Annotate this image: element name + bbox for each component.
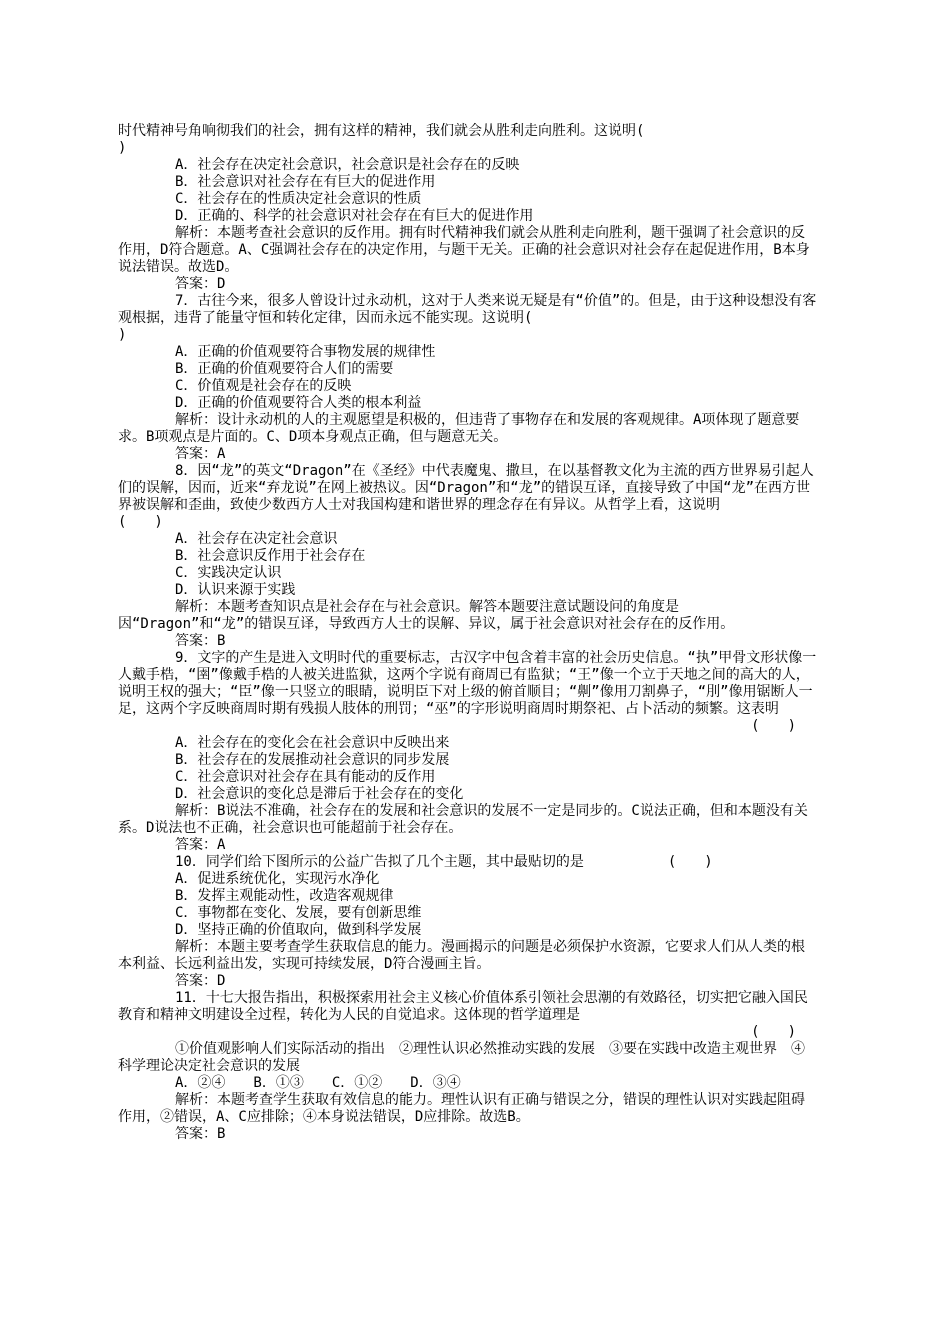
text-line: 答案：B xyxy=(175,633,226,649)
text-line: C．社会存在的性质决定社会意识的性质 xyxy=(175,191,422,207)
text-line: 11．十七大报告指出，积极探索用社会主义核心价值体系引领社会思潮的有效路径，切实把它融入国民教育和精神文明建设全过程，转化为人民的自觉追求。这体现的哲学道理是 xyxy=(118,990,808,1023)
text-line: ( ) xyxy=(751,718,796,734)
text-line: A．社会存在决定社会意识 xyxy=(175,531,338,547)
text-line: B．社会意识反作用于社会存在 xyxy=(175,548,366,564)
text-line: 解析：本题主要考查学生获取信息的能力。漫画揭示的问题是必须保护水资源，它要求人们从人类的根本利益、长远利益出发，实现可持续发展，D符合漫画主旨。 xyxy=(118,939,805,972)
text-line: 答案：A xyxy=(175,837,226,853)
text-line: 答案：B xyxy=(175,1126,226,1142)
text-line: D．认识来源于实践 xyxy=(175,582,296,598)
text-line: C．价值观是社会存在的反映 xyxy=(175,378,352,394)
text-line: 答案：D xyxy=(175,973,226,989)
text-line: ( ) xyxy=(751,1024,796,1040)
text-line: 答案：A xyxy=(175,446,226,462)
text-line: ) xyxy=(118,327,127,343)
text-line: 时代精神号角响彻我们的社会，拥有这样的精神，我们就会从胜利走向胜利。这说明( xyxy=(118,123,645,139)
text-line: B．社会存在的发展推动社会意识的同步发展 xyxy=(175,752,450,768)
text-line: C．事物都在变化、发展，要有创新思维 xyxy=(175,905,422,921)
text-line: A．促进系统优化，实现污水净化 xyxy=(175,871,380,887)
text-line: 解析：本题考查学生获取有效信息的能力。理性认识有正确与错误之分，错误的理性认识对实践起阻碍作用，②错误，A、C应排除；④本身说法错误，D应排除。故选B。 xyxy=(118,1092,805,1125)
text-line: A．②④ B．①③ C．①② D．③④ xyxy=(175,1075,461,1091)
text-line: B．社会意识对社会存在有巨大的促进作用 xyxy=(175,174,436,190)
text-line: D．坚持正确的价值取向，做到科学发展 xyxy=(175,922,422,938)
text-line: 解析：设计永动机的人的主观愿望是积极的，但违背了事物存在和发展的客观规律。A项体现了题意要求。B项观点是片面的。C、D项本身观点正确，但与题意无关。 xyxy=(118,412,800,445)
text-line: 7．古往今来，很多人曾设计过永动机，这对于人类来说无疑是有“价值”的。但是，由于这种设想没有客观根据，违背了能量守恒和转化定律，因而永远不能实现。这说明( xyxy=(118,293,817,326)
text-line: C．实践决定认识 xyxy=(175,565,282,581)
text-line: A．社会存在的变化会在社会意识中反映出来 xyxy=(175,735,450,751)
text-line: 9．文字的产生是进入文明时代的重要标志，古汉字中包含着丰富的社会历史信息。“执”甲骨文形状像一人戴手梏，“圉”像戴手梏的人被关进监狱，这两个字说有商周已有监狱；“王”像一个立于天地之间的高大的人，说明王权的强大；“臣”像一只竖立的眼睛，说明臣下对上级的俯首顺目；“劓”像用刀割鼻子，“刖”像用锯断人一足，这两个字反映商周时期有残损人肢体的刑罚；“巫”的字形说明商周时期祭祀、占卜活动的频繁。这表明 xyxy=(118,650,817,717)
text-line: D．正确的、科学的社会意识对社会存在有巨大的促进作用 xyxy=(175,208,534,224)
text-line: 答案：D xyxy=(175,276,226,292)
text-line: A．社会存在决定社会意识，社会意识是社会存在的反映 xyxy=(175,157,520,173)
text-line: B．发挥主观能动性，改造客观规律 xyxy=(175,888,394,904)
text-line: 解析：B说法不准确，社会存在的发展和社会意识的发展不一定是同步的。C说法正确，但和本题没有关系。D说法也不正确，社会意识也可能超前于社会存在。 xyxy=(118,803,808,836)
text-line: D．正确的价值观要符合人类的根本利益 xyxy=(175,395,422,411)
text-line: ①价值观影响人们实际活动的指出 ②理性认识必然推动实践的发展 ③要在实践中改造主观世界 ④科学理论决定社会意识的发展 xyxy=(118,1041,805,1074)
text-line: C．社会意识对社会存在具有能动的反作用 xyxy=(175,769,436,785)
text-line: 8．因“龙”的英文“Dragon”在《圣经》中代表魔鬼、撒旦，在以基督教文化为主流的西方世界易引起人们的误解，因而，近来“弃龙说”在网上被热议。因“Dragon”和“龙”的错误互译，直接导致了中国“龙”在西方世界被误解和歪曲，致使少数西方人士对我国构建和谐世界的理念存在有异议。从哲学上看，这说明 xyxy=(118,463,814,513)
text-line: 10．同学们给下图所示的公益广告拟了几个主题，其中最贴切的是 ( ) xyxy=(175,854,713,870)
text-line: A．正确的价值观要符合事物发展的规律性 xyxy=(175,344,436,360)
text-line: B．正确的价值观要符合人们的需要 xyxy=(175,361,394,377)
text-line: D．社会意识的变化总是滞后于社会存在的变化 xyxy=(175,786,464,802)
text-line: ) xyxy=(118,140,127,156)
text-line: 解析：本题考查社会意识的反作用。拥有时代精神我们就会从胜利走向胜利，题干强调了社会意识的反作用，D符合题意。A、C强调社会存在的决定作用，与题干无关。正确的社会意识对社会存在起促进作用，B本身说法错误。故选D。 xyxy=(118,225,810,275)
document-body xyxy=(118,123,818,1143)
text-line: ( ) xyxy=(118,514,163,530)
text-line: 解析：本题考查知识点是社会存在与社会意识。解答本题要注意试题设问的角度是因“Dragon”和“龙”的错误互译，导致西方人士的误解、异议，属于社会意识对社会存在的反作用。 xyxy=(118,599,735,632)
